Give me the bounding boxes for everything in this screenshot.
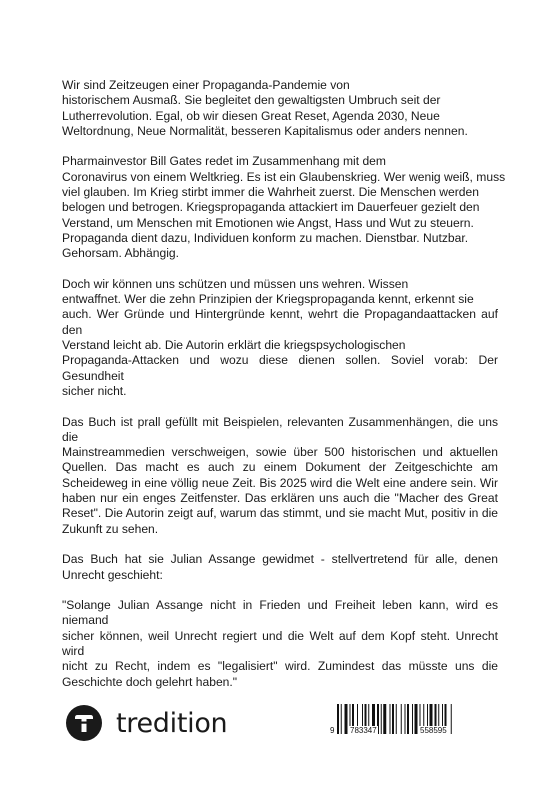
barcode-bar xyxy=(415,704,418,734)
barcode-bar xyxy=(407,704,409,734)
text-line: Reset". Die Autorin zeigt auf, warum das stimmt, und sie macht Mut, positiv in die xyxy=(62,506,498,521)
text-line: Geschichte doch gelehrt haben." xyxy=(62,674,238,689)
text-line: sicher können, weil Unrecht regiert und die Welt auf dem Kopf steht. Unrecht wird xyxy=(62,628,498,658)
paragraph xyxy=(62,415,498,537)
text-line: Unrecht geschieht: xyxy=(62,567,163,582)
paragraph xyxy=(62,154,506,261)
text-line: historischem Ausmaß. Sie begleitet den gewaltigsten Umbruch seit der xyxy=(62,93,441,108)
barcode-bar xyxy=(341,704,342,734)
text-line: Gesundheit xyxy=(62,368,124,383)
text-line: Pharmainvestor Bill Gates redet im Zusammenhang mit dem xyxy=(62,154,386,169)
paragraph xyxy=(62,598,498,690)
text-line: Lutherrevolution. Egal, ob wir diesen Great Reset, Agenda 2030, Neue xyxy=(62,108,440,123)
barcode-bar xyxy=(383,704,386,734)
text-line: Weltordnung, Neue Normalität, besseren Kapitalismus oder anders nennen. xyxy=(62,123,468,138)
text-line: nicht zu Recht, indem es "legalisiert" wird. Zumindest das müsste uns die xyxy=(62,659,498,674)
barcode-bar xyxy=(345,704,348,734)
text-line: den xyxy=(62,322,83,337)
barcode-bar xyxy=(401,704,402,734)
barcode-bar xyxy=(405,704,406,734)
barcode-group-1: 783347 xyxy=(350,726,377,735)
publisher-name: tredition xyxy=(116,707,228,739)
text-line: Verstand leicht ab. Die Autorin erklärt die kriegspsychologischen xyxy=(62,338,406,353)
text-line: Das Buch hat sie Julian Assange gewidmet - stellvertretend für alle, denen xyxy=(62,552,498,567)
text-line: Mainstreammedien verschweigen, sowie über 500 historischen und aktuellen xyxy=(62,445,498,460)
barcode-bar xyxy=(451,704,452,734)
barcode-bar xyxy=(390,704,391,734)
barcode-bar xyxy=(337,704,339,734)
text-line: "Solange Julian Assange nicht in Frieden und Freiheit leben kann, wird es niemand xyxy=(62,598,498,628)
text-line: Gehorsam. Abhängig. xyxy=(62,246,179,261)
text-line: Das Buch ist prall gefüllt mit Beispielen, relevanten Zusammenhängen, die uns die xyxy=(62,414,498,444)
text-line: Verstand, um Menschen mit Emotionen wie Angst, Hass und Wut zu steuern. xyxy=(62,215,474,230)
paragraph xyxy=(62,78,498,139)
barcode-group-2: 558595 xyxy=(420,726,447,735)
text-line: Quellen. Das macht es auch zu einem Dokument der Zeitgeschichte am xyxy=(62,460,498,475)
text-line: Scheideweg in eine völlig neue Zeit. Bis 2025 wird die Welt eine andere sein. Wir xyxy=(62,475,498,490)
text-line: Doch wir können uns schützen und müssen uns wehren. Wissen xyxy=(62,276,409,291)
barcode-icon xyxy=(335,704,485,744)
barcode-bar xyxy=(392,704,394,734)
text-line: belogen und betrogen. Kriegspropaganda attackiert im Dauerfeuer gezielt den xyxy=(62,200,480,215)
text-line: haben nur ein enges Zeitfenster. Das erklären uns auch die "Macher des Great xyxy=(62,491,498,506)
back-cover-text xyxy=(62,78,506,705)
text-line: auch. Wer Gründe und Hintergründe kennt, wehrt die Propagandaattacken auf xyxy=(62,307,498,322)
text-line: Propaganda-Attacken und wozu diese dienen sollen. Soviel vorab: Der xyxy=(62,353,498,368)
text-line: Propaganda dient dazu, Individuen konform zu machen. Dienstbar. Nutzbar. xyxy=(62,230,469,245)
text-line: sicher nicht. xyxy=(62,383,127,398)
text-line: Wir sind Zeitzeugen einer Propaganda-Pandemie von xyxy=(62,78,350,92)
text-line: Zukunft zu sehen. xyxy=(62,521,159,536)
text-line: viel glauben. Im Krieg stirbt immer die Wahrheit zuerst. Die Menschen werden xyxy=(62,185,479,200)
barcode-bar xyxy=(412,704,413,734)
barcode-bar xyxy=(396,704,397,734)
text-line: entwaffnet. Wer die zehn Prinzipien der Kriegspropaganda kennt, erkennt sie xyxy=(62,292,474,307)
tredition-logo-icon xyxy=(66,705,102,741)
publisher-logo xyxy=(66,704,227,742)
barcode-prefix: 9 xyxy=(330,726,335,735)
text-line: Coronavirus von einem Weltkrieg. Es ist ein Glaubenskrieg. Wer wenig weiß, muss xyxy=(62,169,506,184)
paragraph xyxy=(62,552,498,583)
barcode-bar xyxy=(381,704,382,734)
paragraph xyxy=(62,277,498,399)
